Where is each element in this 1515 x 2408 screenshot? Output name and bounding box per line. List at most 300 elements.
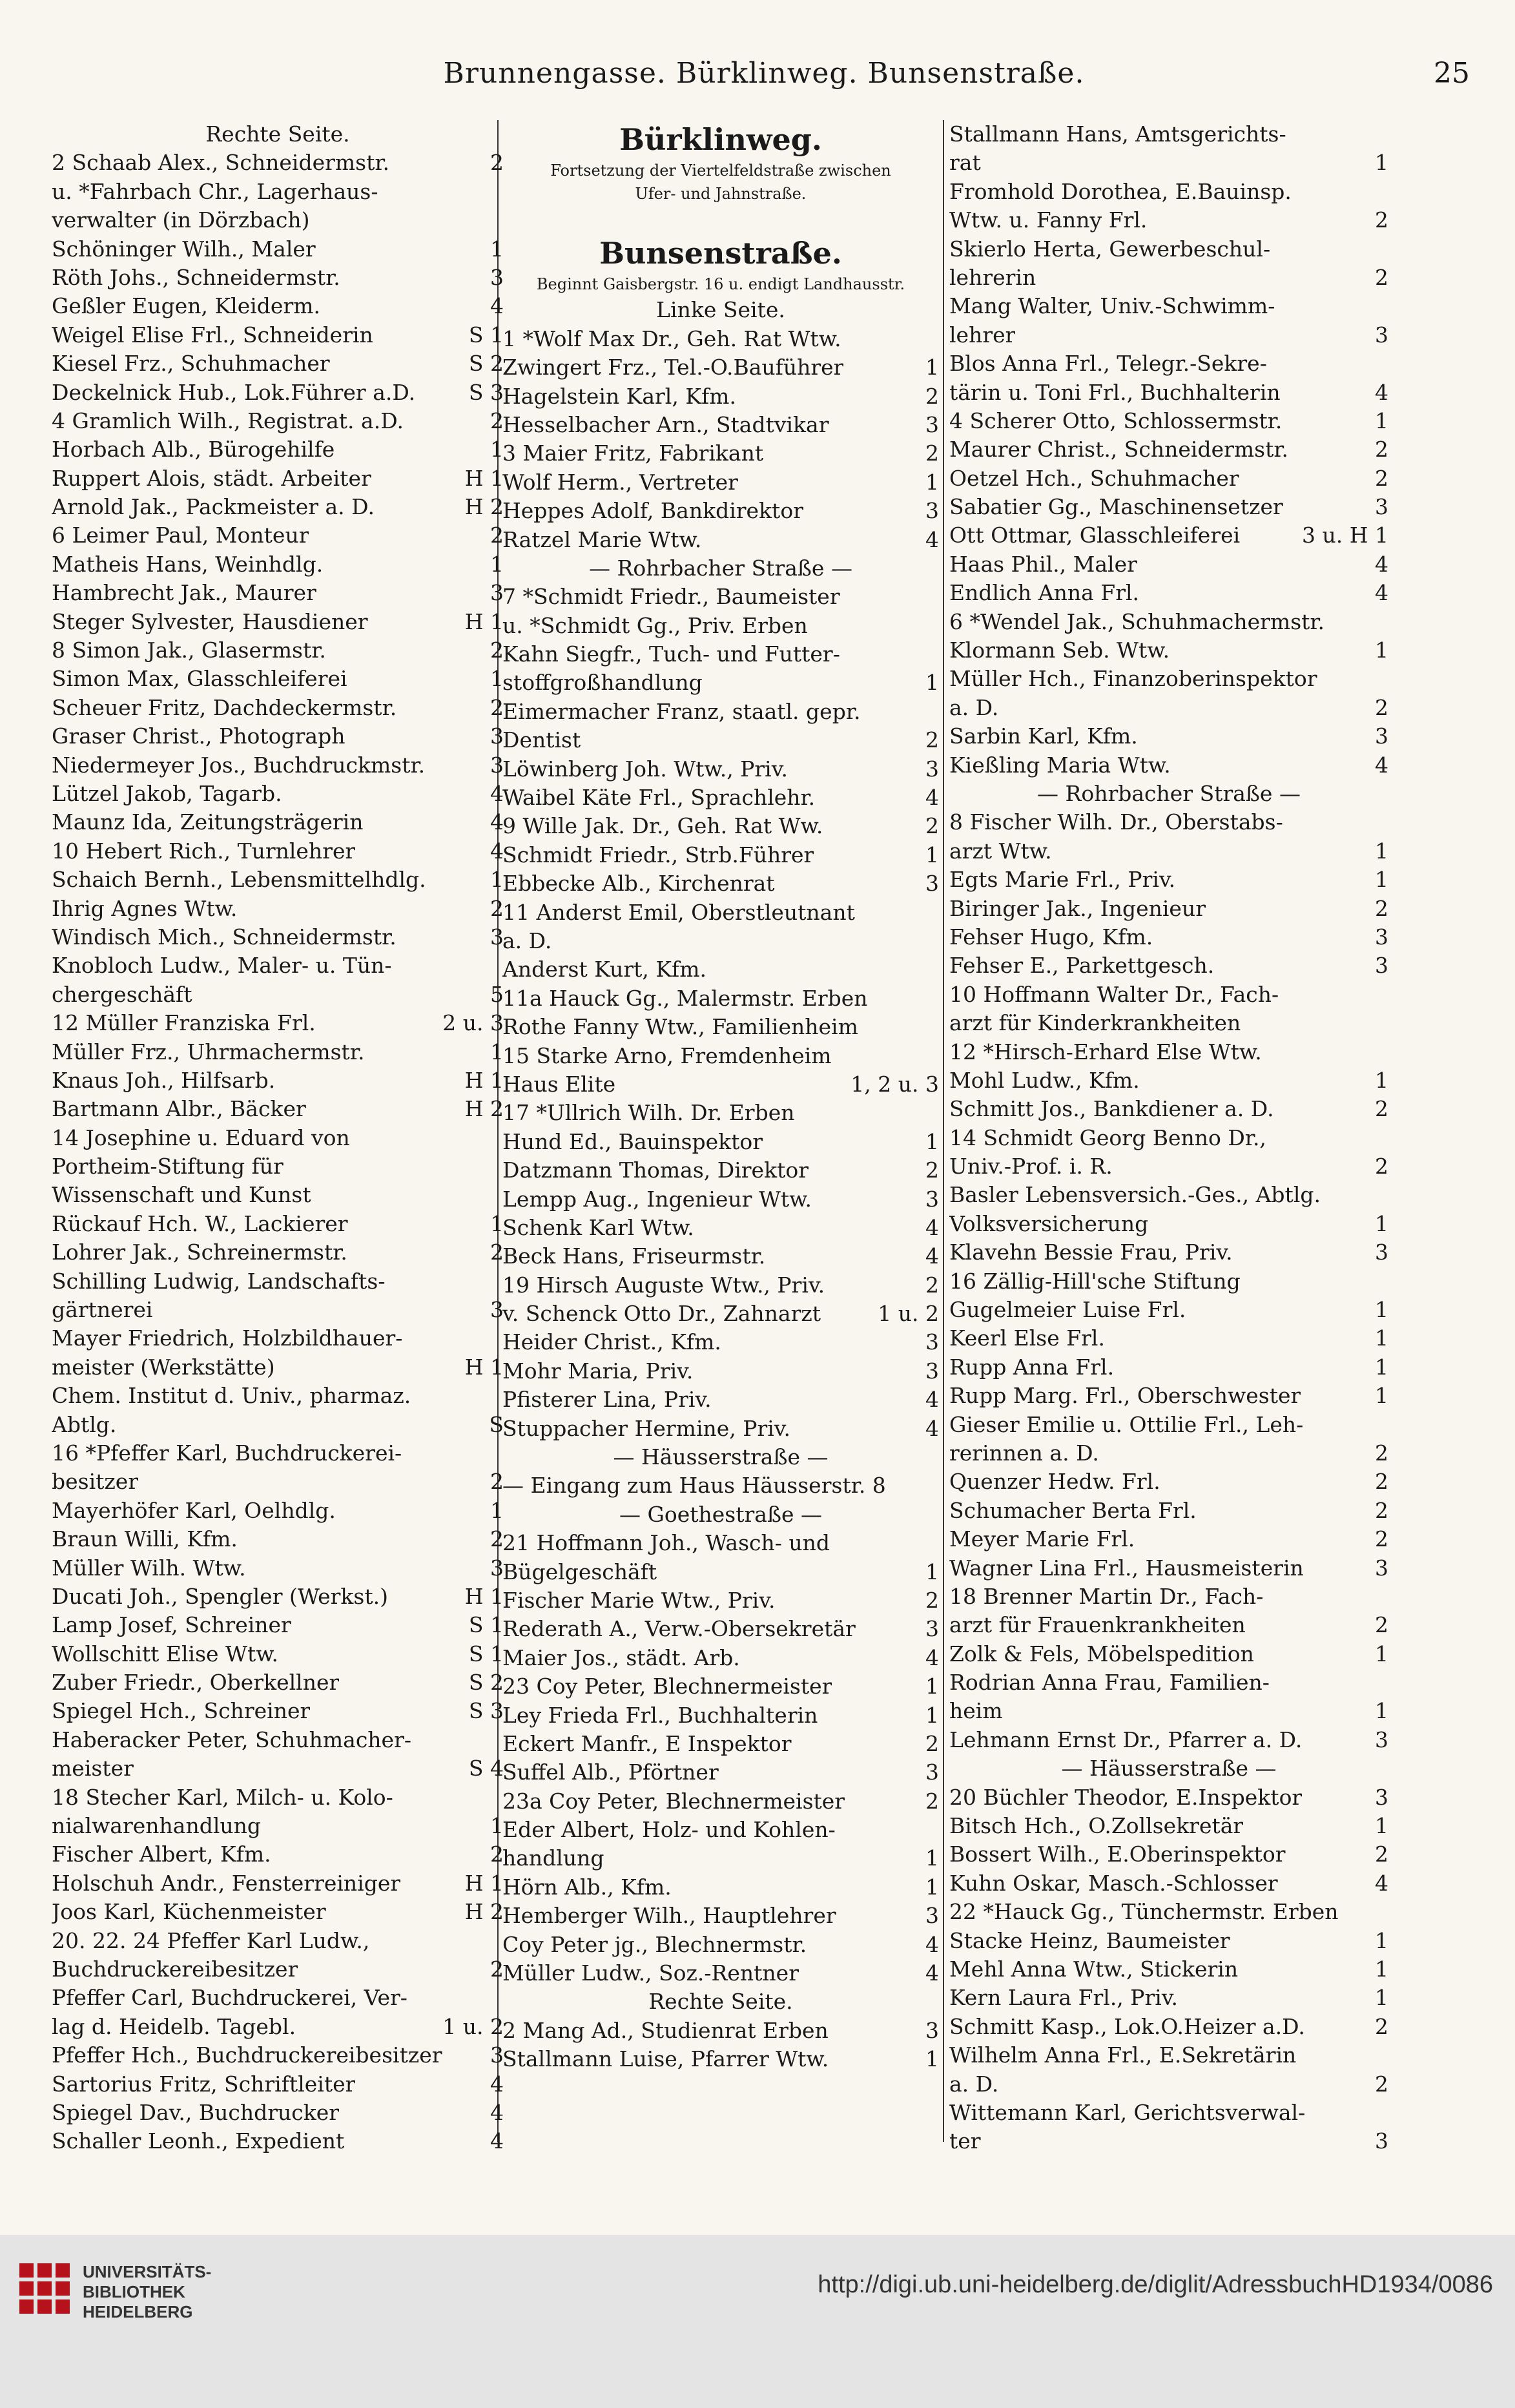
entry-text: v. Schenck Otto Dr., Zahnarzt	[502, 1301, 821, 1327]
floor-number: 3	[1375, 2128, 1388, 2154]
column-middle	[502, 120, 939, 2074]
directory-entry	[502, 1386, 939, 1414]
entry-text: Schöninger Wilh., Maler	[52, 236, 316, 262]
directory-entry	[949, 1066, 1388, 1095]
directory-entry	[949, 1353, 1388, 1382]
directory-entry	[502, 869, 939, 898]
directory-entry	[949, 1783, 1388, 1812]
directory-entry	[52, 951, 504, 980]
floor-number: 4	[925, 785, 939, 811]
floor-number: 2	[490, 638, 504, 663]
entry-text: Stacke Heinz, Baumeister	[949, 1927, 1230, 1953]
entry-text: Schmitt Jos., Bankdiener a. D.	[949, 1096, 1274, 1122]
floor-number: 1	[490, 236, 504, 262]
directory-entry	[52, 1525, 504, 1553]
floor-number: 2	[925, 1788, 939, 1814]
directory-entry	[52, 178, 504, 206]
entry-text: Maunz Ida, Zeitungsträgerin	[52, 809, 364, 835]
directory-entry	[949, 149, 1388, 177]
floor-number: 3 u. H 1	[1302, 523, 1388, 548]
entry-text: Blos Anna Frl., Telegr.-Sekre-	[949, 351, 1267, 377]
floor-number: 5	[490, 981, 504, 1007]
directory-entry	[502, 2017, 939, 2045]
directory-entry	[949, 1382, 1388, 1410]
floor-number: 1 u. 2	[878, 1301, 939, 1327]
entry-text: Schmitt Kasp., Lok.O.Heizer a.D.	[949, 2013, 1305, 2039]
entry-text: Braun Willi, Kfm.	[52, 1526, 238, 1552]
directory-entry	[949, 407, 1388, 435]
floor-number: 3	[490, 924, 504, 950]
directory-entry	[52, 1898, 504, 1926]
entry-text: Volksversicherung	[949, 1210, 1149, 1236]
entry-text: Anderst Kurt, Kfm.	[502, 957, 707, 982]
floor-number: 1	[1375, 638, 1388, 663]
directory-entry	[949, 1181, 1388, 1209]
floor-number: 3	[490, 264, 504, 290]
entry-text: nialwarenhandlung	[52, 1813, 262, 1839]
entry-text: 16 *Pfeffer Karl, Buchdruckerei-	[52, 1440, 402, 1466]
directory-entry	[502, 1758, 939, 1787]
floor-number: H 1	[464, 1583, 504, 1609]
directory-entry	[52, 2127, 504, 2155]
directory-entry	[52, 2070, 504, 2099]
floor-number: 4	[925, 1960, 939, 1986]
floor-number: 3	[490, 1555, 504, 1581]
directory-entry	[949, 349, 1388, 378]
floor-number: 2	[490, 895, 504, 921]
directory-entry	[502, 1902, 939, 1930]
floor-number: 1	[1375, 1985, 1388, 2011]
floor-number: 3	[925, 1329, 939, 1355]
entry-text: 4 Gramlich Wilh., Registrat. a.D.	[52, 408, 404, 433]
directory-entry	[949, 1468, 1388, 1496]
entry-text: Haas Phil., Maler	[949, 551, 1137, 577]
directory-entry	[502, 898, 939, 927]
directory-entry	[52, 981, 504, 1009]
directory-entry	[52, 1353, 504, 1382]
entry-text: Schaich Bernh., Lebensmittelhdlg.	[52, 867, 426, 893]
directory-entry	[502, 1730, 939, 1758]
floor-number: 2	[1375, 465, 1388, 491]
entry-text: Suffel Alb., Pförtner	[502, 1759, 719, 1785]
entry-text: 20 Büchler Theodor, E.Inspektor	[949, 1784, 1303, 1810]
directory-entry	[949, 636, 1388, 665]
entry-text: 12 *Hirsch-Erhard Else Wtw.	[949, 1039, 1262, 1064]
floor-number: H 2	[464, 1096, 504, 1122]
directory-entry	[949, 1411, 1388, 1439]
directory-entry	[52, 1927, 504, 1955]
entry-text: Ihrig Agnes Wtw.	[52, 895, 238, 921]
floor-number: 4	[925, 1214, 939, 1240]
directory-entry	[949, 1554, 1388, 1583]
directory-entry	[52, 1066, 504, 1095]
entry-text: 9 Wille Jak. Dr., Geh. Rat Ww.	[502, 813, 823, 839]
floor-number: 1	[1375, 867, 1388, 893]
directory-entry	[502, 1787, 939, 1816]
entry-text: gärtnerei	[52, 1297, 153, 1323]
directory-entry	[52, 493, 504, 521]
floor-number: H 1	[464, 1354, 504, 1380]
entry-text: 18 Stecher Karl, Milch- u. Kolo-	[52, 1784, 393, 1810]
directory-entry	[949, 1611, 1388, 1639]
entry-text: Hemberger Wilh., Hauptlehrer	[502, 1903, 836, 1929]
entry-text: 8 Simon Jak., Glasermstr.	[52, 638, 326, 663]
section-label	[52, 120, 504, 149]
page-number: 25	[1434, 57, 1470, 90]
entry-text: Gieser Emilie u. Ottilie Frl., Leh-	[949, 1411, 1304, 1437]
floor-number: 4	[925, 1415, 939, 1441]
entry-text: heim	[949, 1698, 1003, 1724]
floor-number: 1	[1375, 1383, 1388, 1409]
entry-text: 6 Leimer Paul, Monteur	[52, 523, 309, 548]
entry-text: Wollschitt Elise Wtw.	[52, 1641, 279, 1666]
floor-number: 2	[1375, 694, 1388, 720]
entry-text: 2 Schaab Alex., Schneidermstr.	[52, 150, 390, 176]
directory-entry	[949, 1124, 1388, 1152]
directory-entry	[52, 149, 504, 177]
source-url-link[interactable]: http://digi.ub.uni-heidelberg.de/diglit/AdressbuchHD1934/0086	[818, 2271, 1493, 2298]
directory-entry	[52, 1439, 504, 1468]
floor-number: 3	[1375, 924, 1388, 950]
floor-number: H 1	[464, 608, 504, 634]
entry-text: Sarbin Karl, Kfm.	[949, 723, 1138, 749]
floor-number: 1	[1375, 838, 1388, 864]
directory-entry	[949, 1009, 1388, 1037]
directory-entry	[502, 1271, 939, 1300]
entry-text: Oetzel Hch., Schuhmacher	[949, 465, 1239, 491]
entry-text: Beginnt Gaisbergstr. 16 u. endigt Landhausstr.	[536, 275, 905, 294]
directory-entry	[52, 435, 504, 464]
directory-entry	[502, 726, 939, 754]
floor-number: 2	[925, 1730, 939, 1756]
entry-text: Niedermeyer Jos., Buchdruckmstr.	[52, 752, 426, 778]
directory-entry	[52, 1583, 504, 1611]
directory-entry	[949, 2041, 1388, 2070]
entry-text: Egts Marie Frl., Priv.	[949, 867, 1176, 893]
entry-text: Ratzel Marie Wtw.	[502, 526, 702, 552]
directory-entry	[52, 1382, 504, 1410]
entry-text: meister (Werkstätte)	[52, 1354, 275, 1380]
floor-number: 3	[490, 723, 504, 749]
floor-number: 1	[925, 1128, 939, 1154]
entry-text: Quenzer Hedw. Frl.	[949, 1469, 1160, 1495]
entry-text: Kuhn Oskar, Masch.-Schlosser	[949, 1870, 1278, 1896]
entry-text: Löwinberg Joh. Wtw., Priv.	[502, 756, 788, 782]
floor-number: S 4	[468, 1756, 504, 1781]
floor-number: 4	[1375, 580, 1388, 606]
directory-entry	[949, 1238, 1388, 1267]
floor-number: 4	[1375, 551, 1388, 577]
entry-text: Biringer Jak., Ingenieur	[949, 895, 1206, 921]
directory-entry	[502, 382, 939, 411]
directory-entry	[949, 2070, 1388, 2099]
entry-text: 6 *Wendel Jak., Schuhmachermstr.	[949, 608, 1325, 634]
entry-text: Kiesel Frz., Schuhmacher	[52, 351, 330, 377]
directory-entry	[949, 1927, 1388, 1955]
university-library-logo-icon	[15, 2261, 72, 2318]
floor-number: 3	[490, 1297, 504, 1323]
entry-text: Waibel Käte Frl., Sprachlehr.	[502, 785, 816, 811]
entry-text: Eckert Manfr., E Inspektor	[502, 1730, 792, 1756]
directory-entry	[502, 526, 939, 554]
entry-text: Pfisterer Lina, Priv.	[502, 1387, 712, 1413]
directory-entry	[52, 2099, 504, 2127]
directory-entry	[949, 1095, 1388, 1123]
floor-number: S 3	[468, 1698, 504, 1724]
entry-text: 19 Hirsch Auguste Wtw., Priv.	[502, 1272, 825, 1298]
entry-text: Gugelmeier Luise Frl.	[949, 1297, 1186, 1323]
floor-number: 1	[1375, 1813, 1388, 1839]
directory-entry	[502, 1013, 939, 1041]
entry-text: Basler Lebensversich.-Ges., Abtlg.	[949, 1182, 1321, 1208]
entry-text: 18 Brenner Martin Dr., Fach-	[949, 1583, 1264, 1609]
floor-number: 3	[925, 1186, 939, 1212]
entry-text: 23 Coy Peter, Blechnermeister	[502, 1674, 832, 1699]
entry-text: Simon Max, Glasschleiferei	[52, 666, 347, 692]
section-label	[502, 296, 939, 324]
entry-text: Mehl Anna Wtw., Stickerin	[949, 1956, 1239, 1982]
entry-text: Kern Laura Frl., Priv.	[949, 1985, 1179, 2011]
floor-number: 1	[490, 551, 504, 577]
entry-text: — Rohrbacher Straße —	[1037, 780, 1301, 806]
entry-text: Stuppacher Hermine, Priv.	[502, 1415, 791, 1441]
floor-number: 2	[1375, 437, 1388, 462]
directory-entry	[502, 841, 939, 869]
entry-text: — Goethestraße —	[619, 1501, 822, 1527]
directory-entry	[502, 1672, 939, 1701]
directory-entry	[949, 1439, 1388, 1468]
floor-number: 3	[925, 2017, 939, 2043]
floor-number: 1 u. 2	[442, 2013, 504, 2039]
entry-text: Maurer Christ., Schneidermstr.	[949, 437, 1289, 462]
entry-text: Mayerhöfer Karl, Oelhdlg.	[52, 1497, 336, 1523]
directory-entry	[52, 1095, 504, 1123]
floor-number: 1	[1375, 1927, 1388, 1953]
entry-text: Univ.-Prof. i. R.	[949, 1154, 1113, 1179]
directory-entry	[502, 927, 939, 955]
entry-text: Schenk Karl Wtw.	[502, 1214, 694, 1240]
directory-entry	[502, 784, 939, 812]
directory-entry	[949, 981, 1388, 1009]
directory-entry	[52, 1411, 504, 1439]
floor-number: 1	[925, 842, 939, 867]
directory-entry	[949, 608, 1388, 636]
directory-entry	[52, 1152, 504, 1181]
floor-number: S 2	[468, 1670, 504, 1696]
floor-number: 2	[925, 1587, 939, 1613]
entry-text: Sartorius Fritz, Schriftleiter	[52, 2071, 356, 2097]
entry-text: Weigel Elise Frl., Schneiderin	[52, 322, 373, 348]
entry-text: rat	[949, 150, 981, 176]
entry-text: Deckelnick Hub., Lok.Führer a.D.	[52, 379, 416, 405]
entry-text: lag d. Heidelb. Tagebl.	[52, 2013, 296, 2039]
directory-entry	[52, 235, 504, 264]
entry-text: Stallmann Luise, Pfarrer Wtw.	[502, 2046, 829, 2072]
floor-number: 1	[925, 1845, 939, 1871]
floor-number: 4	[925, 1645, 939, 1670]
directory-entry	[52, 665, 504, 693]
entry-text: Wtw. u. Fanny Frl.	[949, 207, 1148, 233]
section-label	[502, 1500, 939, 1529]
floor-number: 3	[925, 756, 939, 782]
directory-entry	[949, 550, 1388, 579]
entry-text: Rückauf Hch. W., Lackierer	[52, 1210, 348, 1236]
directory-entry	[502, 1644, 939, 1672]
floor-number: 1	[1375, 1067, 1388, 1093]
floor-number: 1	[925, 670, 939, 696]
entry-text: Geßler Eugen, Kleiderm.	[52, 293, 321, 319]
floor-number: 1	[1375, 1956, 1388, 1982]
entry-text: — Häusserstraße —	[1061, 1756, 1277, 1781]
section-label	[949, 1754, 1388, 1783]
floor-number: 4	[490, 2071, 504, 2097]
entry-text: a. D.	[949, 694, 999, 720]
floor-number: 1	[925, 469, 939, 495]
floor-number: 4	[490, 838, 504, 864]
directory-entry	[502, 1214, 939, 1242]
directory-entry	[502, 1873, 939, 1902]
street-note	[502, 273, 939, 296]
entry-text: Hagelstein Karl, Kfm.	[502, 383, 736, 409]
directory-entry	[52, 1812, 504, 1840]
floor-number: 4	[1375, 752, 1388, 778]
section-label	[502, 1443, 939, 1471]
entry-text: Pfeffer Hch., Buchdruckereibesitzer	[52, 2042, 442, 2068]
directory-entry	[949, 1583, 1388, 1611]
directory-entry	[502, 583, 939, 611]
floor-number: 3	[490, 2042, 504, 2068]
floor-number: S 3	[468, 379, 504, 405]
floor-number: 3	[1375, 953, 1388, 979]
entry-text: 1 *Wolf Max Dr., Geh. Rat Wtw.	[502, 326, 841, 351]
directory-entry	[949, 1898, 1388, 1926]
directory-entry	[52, 1955, 504, 1984]
entry-text: Müller Hch., Finanzoberinspektor	[949, 666, 1317, 692]
entry-text: Mang Walter, Univ.-Schwimm-	[949, 293, 1275, 319]
floor-number: S 1	[468, 1641, 504, 1666]
entry-text: a. D.	[949, 2071, 999, 2097]
entry-text: Müller Frz., Uhrmachermstr.	[52, 1039, 365, 1064]
floor-number: 1	[490, 1497, 504, 1523]
column-right	[949, 120, 1388, 2156]
entry-text: — Rohrbacher Straße —	[589, 555, 852, 581]
directory-entry	[949, 1038, 1388, 1066]
directory-entry	[502, 1042, 939, 1070]
entry-text: 17 *Ullrich Wilh. Dr. Erben	[502, 1100, 795, 1126]
entry-text: Skierlo Herta, Gewerbeschul-	[949, 236, 1271, 262]
entry-text: 14 Schmidt Georg Benno Dr.,	[949, 1125, 1266, 1150]
entry-text: Wolf Herm., Vertreter	[502, 469, 738, 495]
entry-text: Lohrer Jak., Schreinermstr.	[52, 1240, 347, 1265]
floor-number: 2	[490, 694, 504, 720]
floor-number: 4	[490, 2128, 504, 2154]
entry-text: u. *Fahrbach Chr., Lagerhaus-	[52, 178, 378, 204]
directory-entry	[502, 955, 939, 984]
entry-text: Müller Ludw., Soz.-Rentner	[502, 1960, 799, 1986]
entry-text: Eder Albert, Holz- und Kohlen-	[502, 1817, 836, 1843]
street-heading	[502, 120, 939, 159]
directory-entry	[52, 1668, 504, 1697]
floor-number: 2	[1375, 1842, 1388, 1867]
entry-text: Heppes Adolf, Bankdirektor	[502, 498, 803, 524]
directory-entry	[52, 1640, 504, 1668]
directory-entry	[949, 235, 1388, 264]
directory-entry	[52, 1324, 504, 1353]
directory-entry	[52, 866, 504, 894]
floor-number: 1	[925, 1559, 939, 1584]
entry-text: Fehser E., Parkettgesch.	[949, 953, 1215, 979]
entry-text: Schumacher Berta Frl.	[949, 1497, 1197, 1523]
directory-entry	[949, 579, 1388, 607]
directory-entry	[502, 1070, 939, 1099]
entry-text: Graser Christ., Photograph	[52, 723, 345, 749]
directory-entry	[52, 206, 504, 234]
entry-text: Wittemann Karl, Gerichtsverwal-	[949, 2099, 1306, 2125]
entry-text: 10 Hoffmann Walter Dr., Fach-	[949, 981, 1279, 1007]
entry-text: Maier Jos., städt. Arb.	[502, 1645, 740, 1670]
directory-entry	[949, 321, 1388, 349]
directory-entry	[52, 1984, 504, 2012]
entry-text: meister	[52, 1756, 134, 1781]
directory-entry	[949, 1640, 1388, 1668]
directory-entry	[52, 1267, 504, 1296]
floor-number: 4	[490, 780, 504, 806]
entry-text: Fromhold Dorothea, E.Bauinsp.	[949, 178, 1292, 204]
floor-number: 2	[1375, 1154, 1388, 1179]
floor-number: 4	[490, 809, 504, 835]
directory-entry	[502, 325, 939, 353]
entry-text: 20. 22. 24 Pfeffer Karl Ludw.,	[52, 1927, 370, 1953]
entry-text: 7 *Schmidt Friedr., Baumeister	[502, 584, 840, 610]
entry-text: Rechte Seite.	[205, 121, 350, 147]
entry-text: Fischer Albert, Kfm.	[52, 1842, 271, 1867]
floor-number: 4	[925, 526, 939, 552]
directory-entry	[502, 1471, 939, 1500]
street-note	[502, 182, 939, 205]
floor-number: 2	[490, 150, 504, 176]
floor-number: 3	[925, 1903, 939, 1929]
floor-number: 2	[1375, 1469, 1388, 1495]
directory-entry	[949, 1324, 1388, 1353]
directory-entry	[949, 1726, 1388, 1754]
directory-entry	[502, 812, 939, 840]
directory-entry	[502, 640, 939, 669]
directory-entry	[502, 1701, 939, 1730]
floor-number: 3	[925, 1759, 939, 1785]
directory-entry	[52, 1611, 504, 1639]
floor-number: 2	[1375, 264, 1388, 290]
floor-number: 1	[925, 1874, 939, 1900]
floor-number: 1	[1375, 150, 1388, 176]
floor-number: 1	[1375, 1354, 1388, 1380]
directory-entry	[502, 439, 939, 468]
entry-text: Schilling Ludwig, Landschafts-	[52, 1268, 386, 1294]
entry-text: a. D.	[502, 928, 552, 953]
entry-text: Mayer Friedrich, Holzbildhauer-	[52, 1325, 403, 1351]
entry-text: Keerl Else Frl.	[949, 1325, 1105, 1351]
directory-entry	[949, 206, 1388, 234]
directory-entry	[949, 866, 1388, 894]
directory-entry	[502, 1242, 939, 1271]
floor-number: 1	[925, 2046, 939, 2072]
entry-text: Windisch Mich., Schneidermstr.	[52, 924, 397, 950]
directory-entry	[502, 1529, 939, 1557]
floor-number: 1	[1375, 1698, 1388, 1724]
entry-text: Bitsch Hch., O.Zollsekretär	[949, 1813, 1244, 1839]
floor-number: S 2	[468, 351, 504, 377]
entry-text: Beck Hans, Friseurmstr.	[502, 1243, 766, 1269]
directory-entry	[949, 1869, 1388, 1898]
